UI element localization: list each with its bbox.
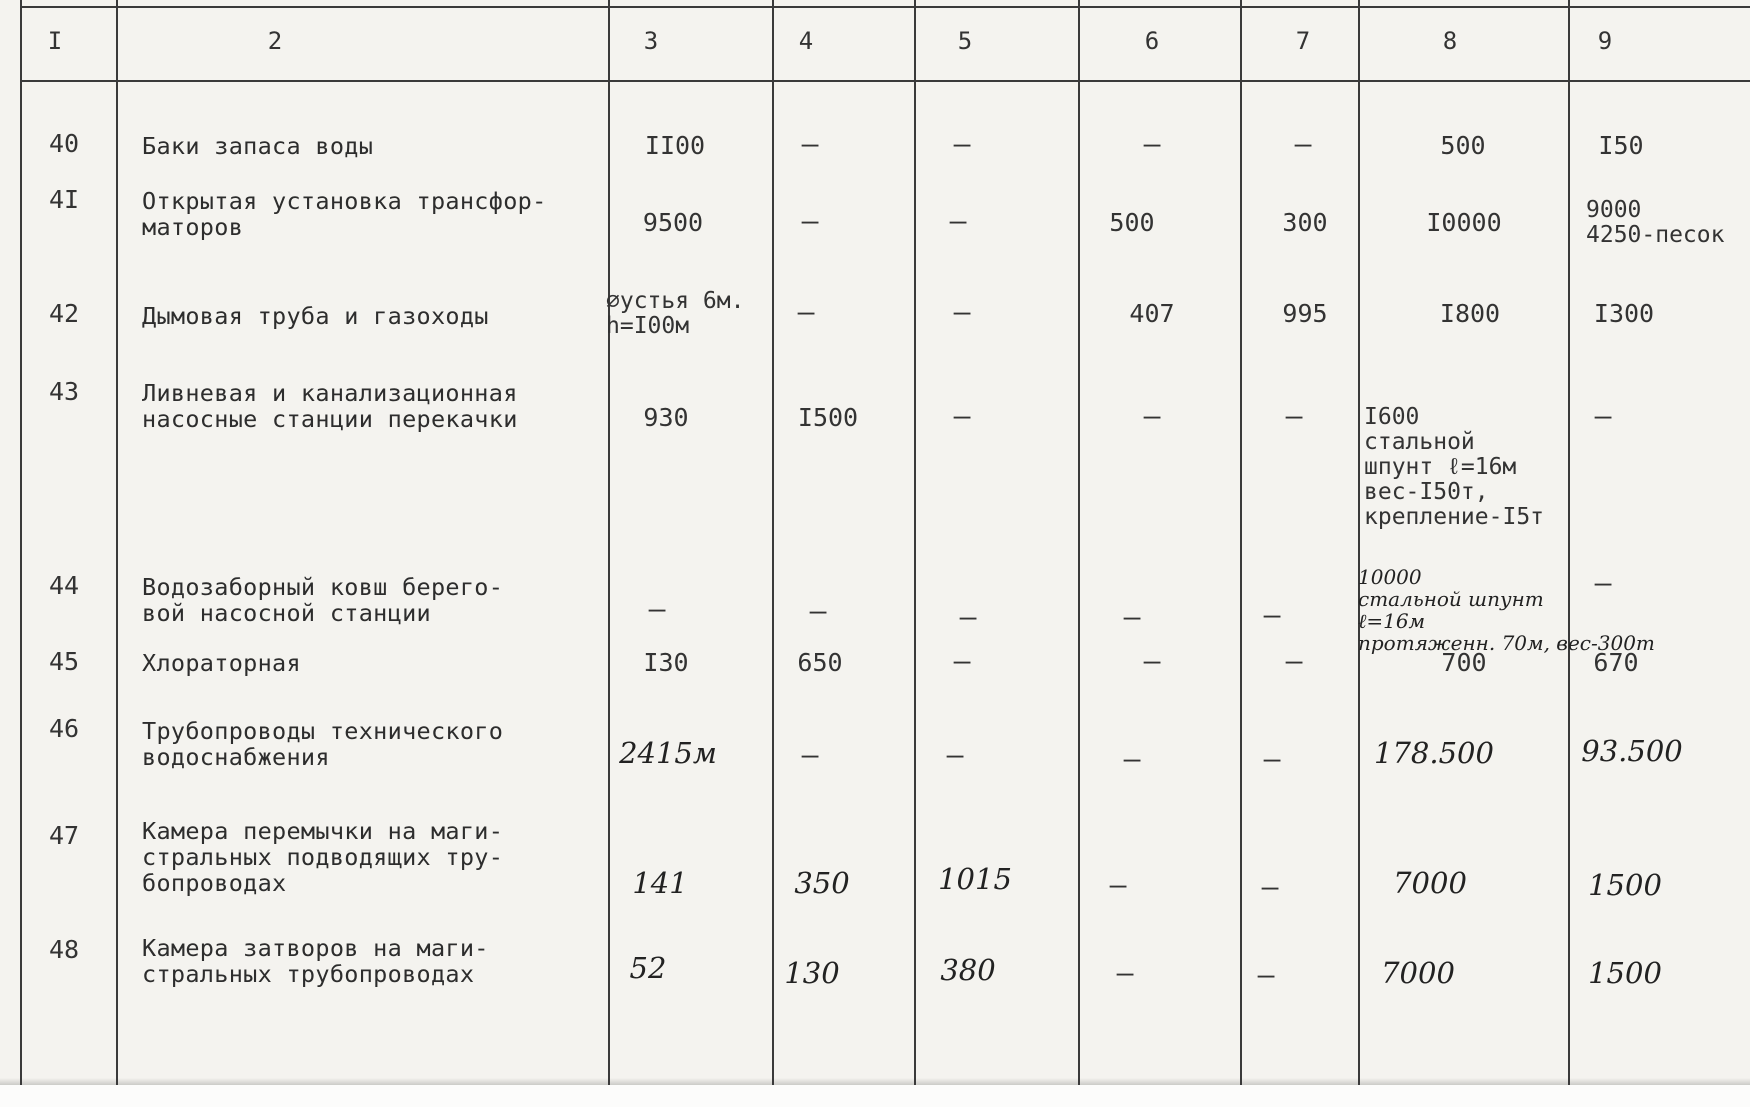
row-name: Баки запаса воды [142,132,374,160]
row-cell-4: – [801,204,819,237]
row-cell-7: – [1261,870,1279,903]
row-cell-9: 1500 [1588,868,1662,902]
row-name: Трубопроводы технического водоснабжения [142,717,504,771]
column-divider-7 [1240,0,1242,1085]
row-cell-5: – [959,600,977,633]
column-divider-1 [20,0,22,1085]
row-cell-9: I50 [1598,131,1644,160]
column-divider-5 [914,0,916,1085]
row-cell-9: I300 [1593,299,1655,328]
row-cell-8: 500 [1440,131,1486,160]
row-cell-4: – [797,295,815,328]
row-name: Хлораторная [142,649,301,677]
row-cell-5: 380 [940,953,996,987]
row-name: Дымовая труба и газоходы [142,302,489,330]
header-col-1: I [47,27,63,55]
header-col-8: 8 [1442,27,1458,55]
row-cell-4: – [809,594,827,627]
column-divider-8 [1358,0,1360,1085]
row-number: 46 [48,714,80,743]
row-cell-3: II00 [644,131,706,160]
row-cell-9: – [1594,566,1612,599]
row-cell-9: 670 [1593,648,1639,677]
row-number: 40 [48,129,80,158]
row-number: 42 [48,299,80,328]
row-number: 44 [48,571,80,600]
row-cell-8: 178.500 [1374,736,1494,770]
row-name: Открытая установка трансфор- маторов [142,187,547,241]
row-cell-7: – [1285,644,1303,677]
row-cell-9: 93.500 [1581,734,1683,768]
table-top-border [20,6,1750,8]
row-cell-5: – [953,127,971,160]
row-cell-6: – [1143,127,1161,160]
row-cell-3: 930 [643,403,689,432]
row-cell-7: – [1294,127,1312,160]
row-cell-7: 300 [1282,208,1328,237]
row-cell-5: – [953,295,971,328]
row-cell-7: – [1263,742,1281,775]
row-number: 47 [48,821,80,850]
row-cell-5: – [953,399,971,432]
row-cell-3: 141 [632,866,688,900]
row-cell-4: – [801,127,819,160]
row-name: Камера затворов на маги- стральных трубопроводах [142,934,489,988]
row-cell-8: I0000 [1426,208,1502,237]
row-cell-3: I30 [643,648,689,677]
row-cell-8: I600 стальной шпунт ℓ=16м вес-I50т, крепление-I5т [1364,404,1545,530]
row-cell-7: – [1257,958,1275,991]
row-cell-5: – [953,644,971,677]
column-divider-2 [116,0,118,1085]
header-col-6: 6 [1144,27,1160,55]
row-name: Водозаборный ковш берего- вой насосной станции [142,573,504,627]
row-number: 45 [48,647,80,676]
header-col-2: 2 [267,27,283,55]
row-cell-4: I500 [797,403,859,432]
header-col-4: 4 [798,27,814,55]
row-cell-9: 1500 [1588,956,1662,990]
row-cell-3: – [648,592,666,625]
row-cell-3: 2415м [619,736,717,770]
row-cell-9: 9000 4250-песок [1586,197,1725,248]
column-divider-6 [1078,0,1080,1085]
row-cell-8: 700 [1441,648,1487,677]
row-cell-8: 7000 [1381,956,1455,990]
row-cell-3: 9500 [642,208,704,237]
row-cell-6: – [1143,399,1161,432]
header-col-7: 7 [1295,27,1311,55]
header-divider [20,80,1750,82]
row-cell-7: – [1285,399,1303,432]
row-cell-4: – [801,738,819,771]
row-cell-6: – [1116,956,1134,989]
row-cell-5: – [949,204,967,237]
row-cell-9: – [1594,399,1612,432]
column-divider-4 [772,0,774,1085]
row-cell-7: 995 [1282,299,1328,328]
row-number: 43 [48,377,80,406]
row-number: 48 [48,935,80,964]
row-cell-5: 1015 [938,862,1012,896]
row-name: Ливневая и канализационная насосные станции перекачки [142,379,518,433]
header-col-3: 3 [643,27,659,55]
row-name: Камера перемычки на маги- стральных подводящих тру- бопроводах [142,817,504,897]
row-cell-3: 52 [629,951,667,985]
row-cell-8: I800 [1439,299,1501,328]
row-cell-7: – [1263,598,1281,631]
row-cell-6: – [1123,600,1141,633]
row-cell-6: 500 [1109,208,1155,237]
row-cell-5: – [946,738,964,771]
row-cell-8: 10000 стальной шпунт ℓ=16м протяженн. 70м, вес-300т [1358,565,1655,655]
header-col-5: 5 [957,27,973,55]
row-cell-6: – [1109,868,1127,901]
column-divider-3 [608,0,610,1085]
row-cell-6: – [1123,742,1141,775]
row-cell-4: 130 [784,956,840,990]
column-divider-9 [1568,0,1570,1085]
header-col-9: 9 [1597,27,1613,55]
row-cell-8: 7000 [1393,866,1467,900]
row-cell-3: ∅устья 6м. h=I00м [606,288,745,339]
page-bottom-margin [0,1085,1750,1107]
row-cell-4: 650 [797,648,843,677]
row-cell-6: – [1143,644,1161,677]
row-cell-4: 350 [794,866,850,900]
row-number: 4I [48,185,80,214]
row-cell-6: 407 [1129,299,1175,328]
